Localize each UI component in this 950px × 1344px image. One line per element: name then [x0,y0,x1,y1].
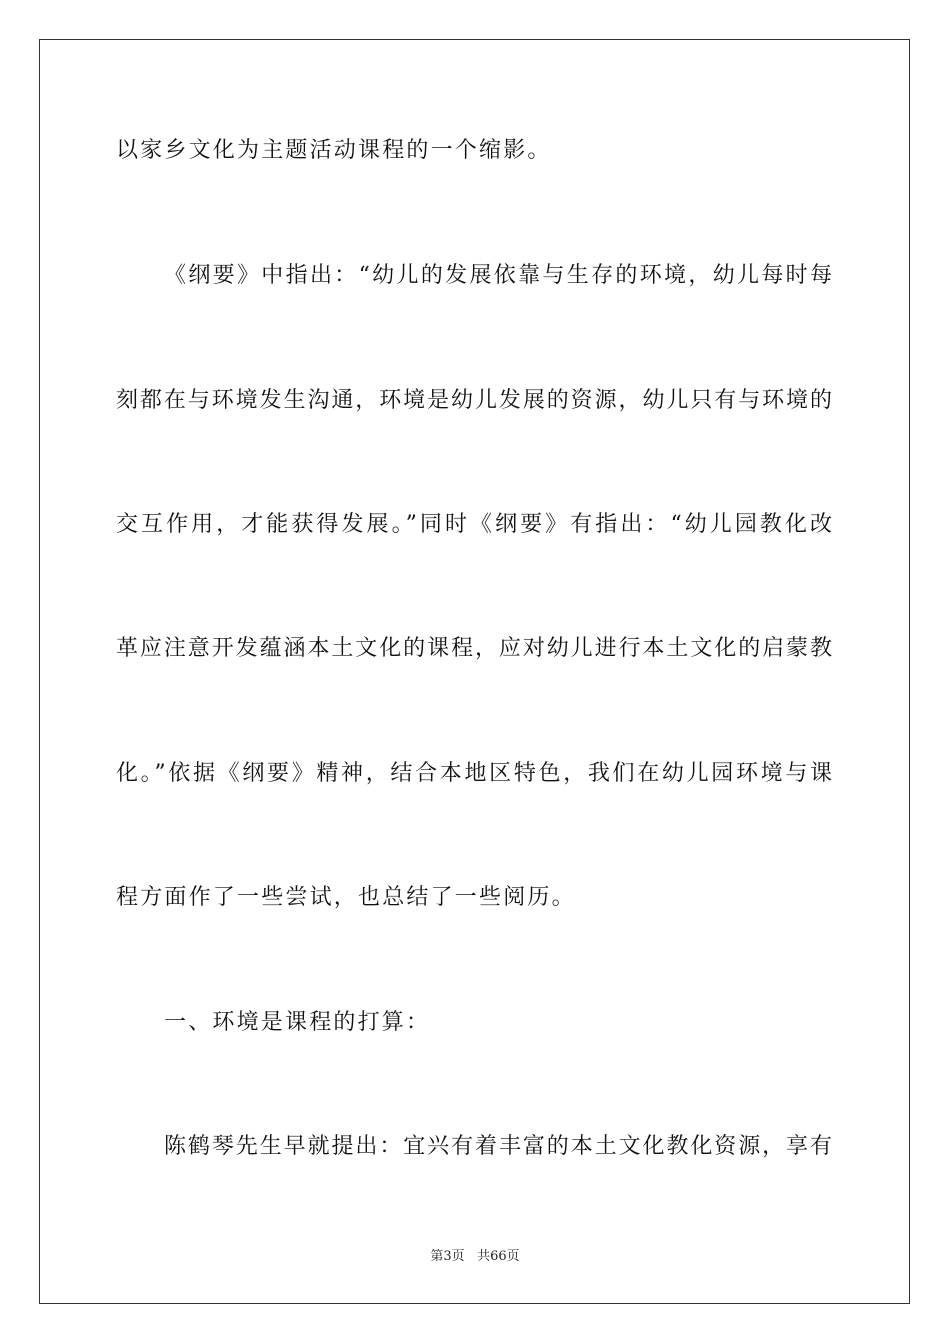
paragraph-line-1: 以家乡文化为主题活动课程的一个缩影。 [116,138,552,163]
page-footer [0,1248,950,1266]
paragraph-line-4: 交互作用，才能获得发展。”同时《纲要》有指出：“幼儿园教化改 [116,512,832,537]
paragraph-line-7: 程方面作了一些尝试，也总结了一些阅历。 [116,885,576,910]
section-heading: 一、环境是课程的打算： [164,1010,431,1035]
paragraph-line-3: 刻都在与环境发生沟通，环境是幼儿发展的资源，幼儿只有与环境的 [116,388,832,413]
paragraph-line-6: 化。”依据《纲要》精神，结合本地区特色，我们在幼儿园环境与课 [116,761,832,786]
paragraph-line-5: 革应注意开发蕴涵本土文化的课程，应对幼儿进行本土文化的启蒙教 [116,636,832,661]
page-number: 第3页 [430,1249,465,1264]
page-border [39,39,910,1304]
paragraph-line-8: 陈鹤琴先生早就提出：宜兴有着丰富的本土文化教化资源，享有 [164,1134,832,1159]
paragraph-line-2: 《纲要》中指出：“幼儿的发展依靠与生存的环境，幼儿每时每 [164,263,832,288]
page-total: 共66页 [477,1249,520,1264]
